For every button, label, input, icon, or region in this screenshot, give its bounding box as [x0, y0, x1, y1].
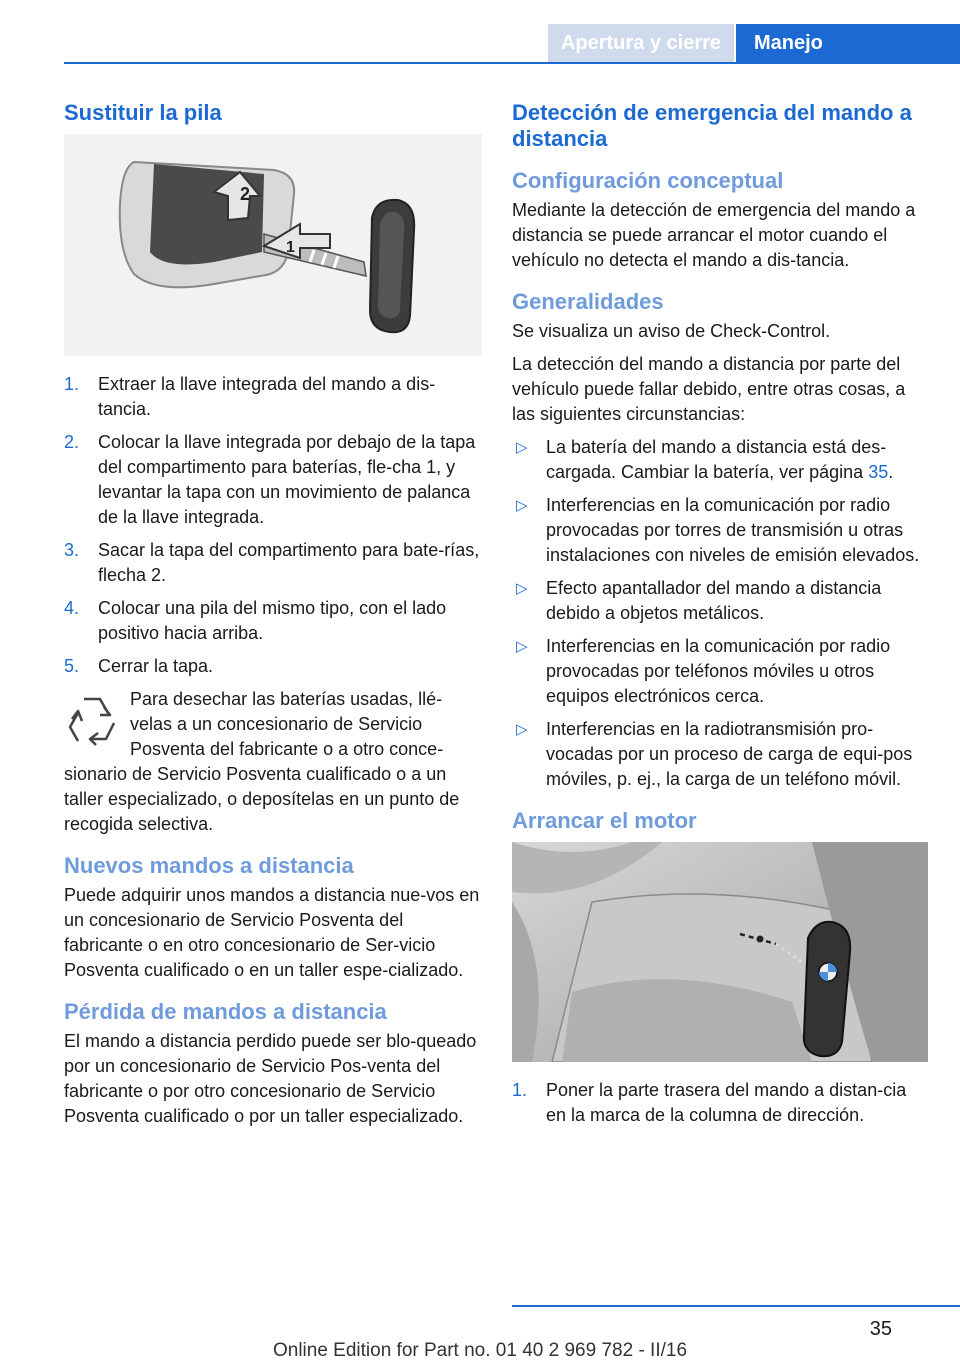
general-text-1: Se visualiza un aviso de Check-Control.	[512, 321, 831, 341]
list-item: ▷ Interferencias en la comunicación por radio provocadas por teléfonos móviles u otros equipos electrónicos cerca.	[512, 634, 928, 709]
list-item: 4. Colocar una pila del mismo tipo, con el lado positivo hacia arriba.	[64, 598, 447, 643]
list-item: 1. Extraer la llave integrada del mando a dis‐tancia.	[64, 374, 436, 419]
section-title-replace-battery: Sustituir la pila	[64, 100, 222, 125]
right-column	[512, 100, 928, 1136]
subsection-concept: Configuración conceptual	[512, 168, 784, 193]
section-title-lost-remotes: Pérdida de mandos a distancia	[64, 999, 387, 1024]
steering-column-illustration	[512, 842, 928, 1062]
list-item: ▷ Interferencias en la radiotransmisión pro‐vocadas por un proceso de carga de equi‐pos móviles, p. ej., la carga de un teléfono móvil.	[512, 717, 928, 792]
start-engine-steps	[512, 1078, 928, 1128]
header-chapter-tab[interactable]: Manejo	[736, 24, 960, 62]
key-battery-figure	[64, 134, 482, 356]
arrow-2-label: 2	[240, 184, 251, 204]
general-text-2: La detección del mando a distancia por parte del vehículo puede fallar debido, entre otras cosas, a las siguientes circunstancias:	[512, 354, 906, 424]
arrow-1-label: 1	[286, 239, 295, 256]
list-item: ▷ Interferencias en la comunicación por radio provocadas por torres de transmisión u otras instalaciones con niveles de emisión elevados.	[512, 493, 928, 568]
list-item: ▷ Efecto apantallador del mando a distancia debido a objetos metálicos.	[512, 576, 928, 626]
circumstances-list	[512, 435, 928, 792]
list-item: ▷ La batería del mando a distancia está des‐cargada. Cambiar la batería, ver página 35.	[512, 435, 928, 485]
page-link[interactable]: 35	[868, 462, 889, 482]
steering-column-figure	[512, 842, 928, 1062]
replace-battery-steps	[64, 372, 482, 679]
edition-footer: Online Edition for Part no. 01 40 2 969 782 - II/16	[272, 1340, 688, 1361]
list-item: 2. Colocar la llave integrada por debajo de la tapa del compartimento para baterías, fle‐cha 1, y levantar la tapa con un movimiento de palanca de la llave integrada.	[64, 432, 476, 527]
bullet-marker-icon: ▷	[516, 439, 528, 456]
concept-text: Mediante la detección de emergencia del mando a distancia se puede arrancar el motor cuando el vehículo no detecta el mando a dis‐tancia.	[512, 200, 916, 270]
page-header	[0, 0, 960, 62]
new-remotes-text: Puede adquirir unos mandos a distancia nue‐vos en un concesionario de Servicio Posventa del fabricante o en otro concesionario de Ser‐vicio Posventa cualificado o en un taller espe‐cializado.	[64, 885, 480, 980]
bullet-marker-icon: ▷	[516, 497, 528, 514]
lost-remotes-text: El mando a distancia perdido puede ser blo‐queado por un concesionario de Servicio Pos‐venta del fabricante o por otro concesionario de Servicio Posventa cualificado o por un taller especializado.	[64, 1031, 477, 1126]
recycling-icon	[64, 691, 120, 753]
header-section-tab[interactable]: Apertura y cierre	[548, 24, 734, 62]
subsection-general: Generalidades	[512, 289, 664, 314]
key-battery-illustration	[64, 134, 482, 356]
bullet-marker-icon: ▷	[516, 580, 528, 597]
page-number: 35	[869, 1318, 892, 1340]
section-title-emergency-detection: Detección de emergencia del mando a distancia	[512, 100, 912, 151]
left-column	[64, 100, 482, 1137]
footer-rule	[512, 1305, 960, 1307]
recycling-note: Para desechar las baterías usadas, llé‐velas a un concesionario de Servicio Posventa del fabricante o a otro conce‐sionario de Servicio Posventa cualificado o a un taller especializado, o deposítelas en un punto de recogida selectiva.	[64, 689, 460, 834]
header-rule	[64, 62, 960, 64]
list-item: 1. Poner la parte trasera del mando a distan‐cia en la marca de la columna de dirección.	[512, 1080, 907, 1125]
subsection-start-engine: Arrancar el motor	[512, 808, 697, 833]
bullet-marker-icon: ▷	[516, 638, 528, 655]
list-item: 3. Sacar la tapa del compartimento para bate‐rías, flecha 2.	[64, 540, 480, 585]
list-item: 5. Cerrar la tapa.	[64, 656, 214, 676]
bullet-marker-icon: ▷	[516, 721, 528, 738]
section-title-new-remotes: Nuevos mandos a distancia	[64, 853, 354, 878]
